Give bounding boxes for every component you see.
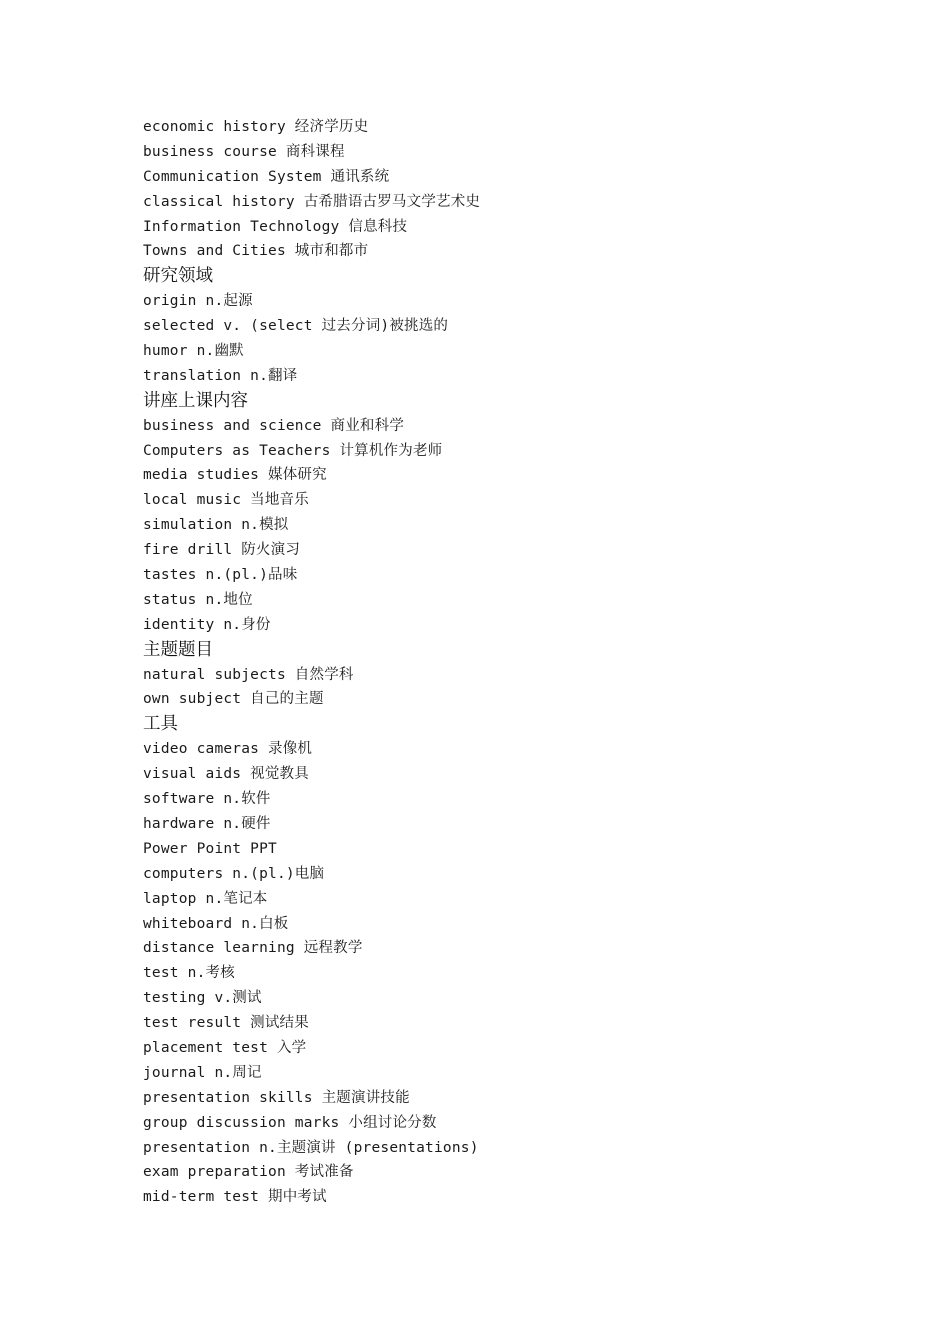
vocab-item: origin n.起源 [143,293,253,310]
vocab-item: business and science 商业和科学 [143,417,405,434]
vocab-item: visual aids 视觉教具 [143,766,309,783]
vocab-item: Towns and Cities 城市和都市 [143,243,369,260]
vocab-item: presentation n.主题演讲 (presentations) [143,1139,479,1156]
vocab-item: test result 测试结果 [143,1015,309,1032]
vocab-item: laptop n.笔记本 [143,890,268,907]
vocab-item: classical history 古希腊语古罗马文学艺术史 [143,193,481,210]
vocab-item: own subject 自己的主题 [143,691,324,708]
document-page [143,115,903,1210]
vocab-item: selected v. (select 过去分词)被挑选的 [143,318,449,335]
section-heading: 主题题目 [143,639,213,660]
vocab-item: natural subjects 自然学科 [143,666,354,683]
vocab-item: journal n.周记 [143,1064,262,1081]
vocab-item: mid-term test 期中考试 [143,1189,327,1206]
vocab-item: economic history 经济学历史 [143,119,369,135]
vocab-item: identity n.身份 [143,616,271,633]
vocab-item: media studies 媒体研究 [143,467,327,484]
vocab-item: business course 商科课程 [143,143,345,160]
vocab-item: hardware n.硬件 [143,815,271,832]
vocab-item: simulation n.模拟 [143,517,289,534]
vocab-item: fire drill 防火演习 [143,542,301,559]
vocab-item: software n.软件 [143,791,271,808]
vocab-item: Communication System 通讯系统 [143,168,390,185]
vocab-item: presentation skills 主题演讲技能 [143,1089,410,1106]
vocab-item: Power Point PPT [143,840,277,857]
vocab-item: Computers as Teachers 计算机作为老师 [143,442,443,459]
vocab-item: exam preparation 考试准备 [143,1164,354,1181]
vocab-item: status n.地位 [143,591,253,608]
vocab-item: testing v.测试 [143,990,262,1007]
vocab-item: whiteboard n.白板 [143,915,289,932]
vocab-item: humor n.幽默 [143,343,244,360]
vocab-item: group discussion marks 小组讨论分数 [143,1114,437,1131]
vocab-item: video cameras 录像机 [143,741,313,758]
section-heading: 讲座上课内容 [143,390,248,411]
vocab-item: computers n.(pl.)电脑 [143,865,325,882]
vocab-item: Information Technology 信息科技 [143,218,408,235]
vocab-item: placement test 入学 [143,1039,307,1056]
vocab-item: test n.考核 [143,965,235,982]
vocab-item: local music 当地音乐 [143,492,309,509]
vocab-item: translation n.翻译 [143,367,298,384]
section-heading: 工具 [143,714,178,735]
vocab-item: distance learning 远程教学 [143,940,363,957]
vocab-item: tastes n.(pl.)品味 [143,567,298,584]
section-heading: 研究领域 [143,266,213,287]
